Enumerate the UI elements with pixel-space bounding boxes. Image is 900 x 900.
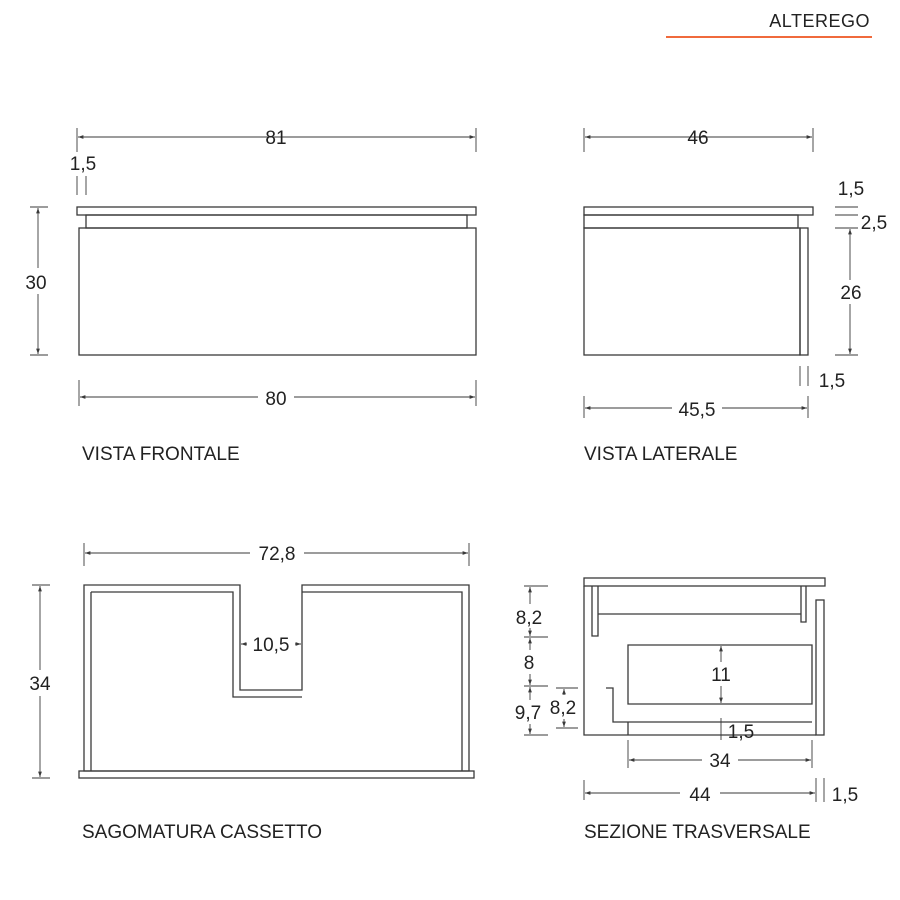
section-dim-inner-width [628,740,812,772]
drawer-notch-label: 10,5 [252,635,290,656]
section-total-depth-label: 44 [689,785,711,806]
side-dim-depth-top [584,128,813,152]
section-back-panel [816,600,824,735]
front-view-caption: VISTA FRONTALE [82,444,240,465]
drawer-bottom-panel [79,771,474,778]
drawer-outline [84,585,469,771]
section-view [510,578,858,843]
side-dim-right-stack [834,179,887,355]
brand-name: ALTEREGO [769,11,870,31]
front-dim-height [20,207,54,355]
front-upper-band [86,215,467,228]
side-view-caption: VISTA LATERALE [584,444,738,465]
front-width-bottom-label: 80 [265,389,287,410]
section-top-panel [584,578,825,586]
section-inner-width-label: 34 [709,751,731,772]
front-height-label: 30 [25,273,47,294]
section-back-upright [801,586,806,622]
side-back-panel [800,228,808,355]
side-depth-top-label: 46 [687,128,709,149]
section-outer-frame [584,586,816,735]
section-dim-inner-height [706,646,736,703]
section-view-caption: SEZIONE TRASVERSALE [584,822,811,843]
section-dim-lower-inner [546,688,582,728]
side-dim-back [800,366,845,392]
section-lower-label: 9,7 [514,703,542,724]
drawer-inner-right [302,592,462,771]
section-dim-left-stack [510,586,550,735]
section-side-thickness-label: 1,5 [831,785,859,806]
section-drawer-front [606,688,812,722]
brand-logo [666,11,872,37]
front-width-top-label: 81 [265,128,287,149]
drawer-view [22,541,474,843]
side-dim-depth-bottom [584,396,808,421]
front-top-panel [77,207,476,215]
section-upper-label: 8,2 [515,608,543,629]
section-dim-total-depth [584,778,858,806]
drawer-dim-width [84,541,469,566]
side-gap-label: 2,5 [860,213,888,234]
section-front-upright [592,586,598,636]
drawer-width-label: 72,8 [258,544,296,565]
side-upper-band [584,215,798,228]
side-view [584,128,887,465]
front-overhang-label: 1,5 [69,154,97,175]
side-cabinet-body [584,228,800,355]
drawer-view-caption: SAGOMATURA CASSETTO [82,822,323,843]
section-lower-inner-label: 8,2 [549,698,577,719]
front-dim-overhang [70,154,96,195]
section-middle-label: 8 [523,653,535,674]
side-top-panel [584,207,813,215]
drawer-dim-notch [241,632,301,656]
side-back-thickness-label: 1,5 [818,371,846,392]
side-top-thickness-label: 1,5 [837,179,865,200]
front-view [20,128,476,465]
front-dim-width-top [77,128,476,152]
drawer-dim-height [22,585,56,778]
drawer-height-label: 34 [29,674,51,695]
side-body-height-label: 26 [840,283,862,304]
front-dim-width-bottom [79,380,476,410]
side-depth-bottom-label: 45,5 [678,400,716,421]
front-cabinet-body [79,228,476,355]
section-bottom-thickness-label: 1,5 [727,722,755,743]
section-inner-height-label: 11 [711,665,731,686]
